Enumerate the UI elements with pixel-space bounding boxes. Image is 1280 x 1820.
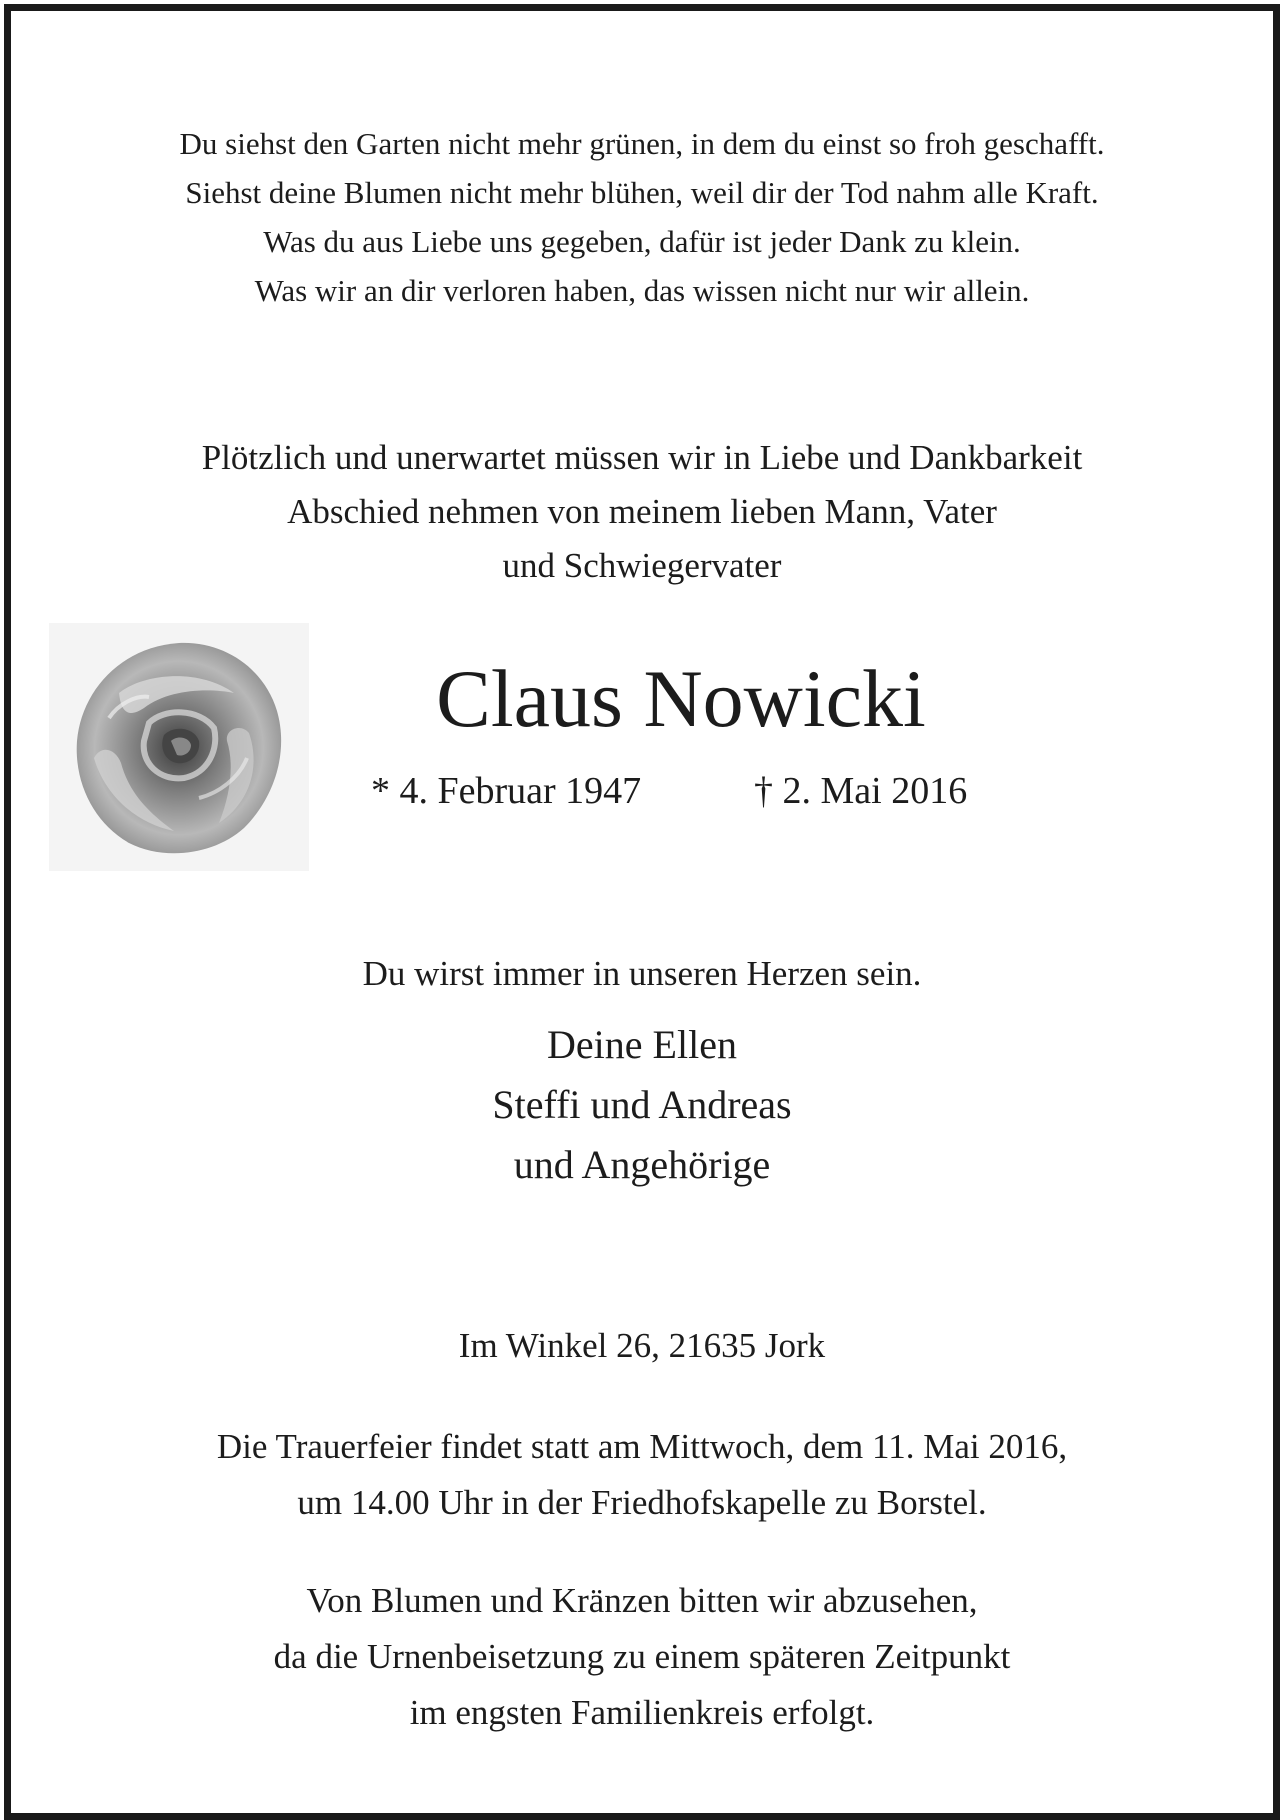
poem — [11, 119, 1273, 315]
poem-line: Du siehst den Garten nicht mehr grünen, in dem du einst so froh geschafft. — [179, 126, 1105, 161]
flowers-note — [11, 1573, 1273, 1741]
intro-line: Abschied nehmen von meinem lieben Mann, Vater — [287, 492, 997, 531]
flowers-line: da die Urnenbeisetzung zu einem späteren Zeitpunkt — [273, 1637, 1011, 1676]
death-date: † 2. Mai 2016 — [754, 770, 968, 812]
address: Im Winkel 26, 21635 Jork — [458, 1326, 826, 1365]
intro-text — [11, 431, 1273, 593]
funeral-service-info — [11, 1419, 1273, 1531]
poem-line: Was du aus Liebe uns gegeben, dafür ist jeder Dank zu klein. — [263, 224, 1021, 259]
service-line: Die Trauerfeier findet statt am Mittwoch, dem 11. Mai 2016, — [216, 1427, 1068, 1466]
signatories — [11, 1015, 1273, 1195]
service-line: um 14.00 Uhr in der Friedhofskapelle zu Borstel. — [297, 1483, 987, 1522]
flowers-line: im engsten Familienkreis erfolgt. — [409, 1693, 875, 1732]
signatory: und Angehörige — [513, 1142, 771, 1187]
rose-icon — [49, 623, 309, 871]
rose-image — [49, 623, 309, 871]
poem-line: Was wir an dir verloren haben, das wissen nicht nur wir allein. — [254, 273, 1030, 308]
deceased-name: Claus Nowicki — [436, 653, 926, 744]
signatory: Steffi und Andreas — [492, 1082, 792, 1127]
obituary-frame — [4, 4, 1280, 1820]
obituary-content — [11, 11, 1273, 1813]
signatory: Deine Ellen — [547, 1022, 737, 1067]
flowers-line: Von Blumen und Kränzen bitten wir abzusehen, — [306, 1581, 978, 1620]
poem-line: Siehst deine Blumen nicht mehr blühen, weil dir der Tod nahm alle Kraft. — [185, 175, 1099, 210]
birth-date: * 4. Februar 1947 — [371, 770, 642, 812]
intro-line: Plötzlich und unerwartet müssen wir in Liebe und Dankbarkeit — [201, 438, 1083, 477]
intro-line: und Schwiegervater — [502, 546, 782, 585]
closing-line: Du wirst immer in unseren Herzen sein. — [362, 954, 922, 993]
